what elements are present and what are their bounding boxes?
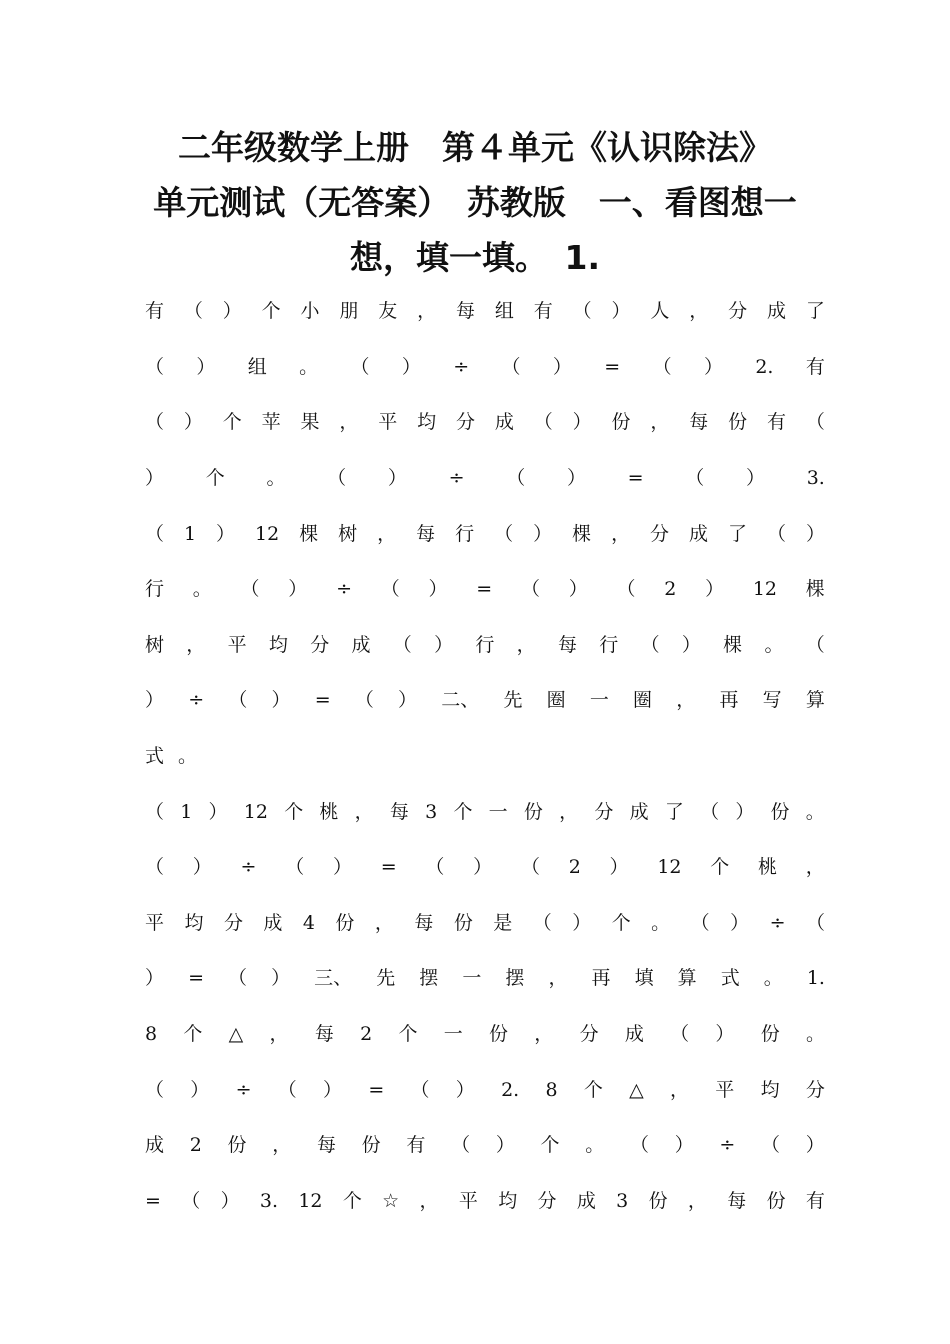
body-line: 式 。 (145, 745, 212, 767)
body-line: 树 ， 平 均 分 成 （ ） 行 ， 每 行 （ ） 棵 。 （ (145, 634, 825, 656)
title-line-2: 单元测试（无答案） 苏教版 一、看图想一 (153, 183, 797, 222)
body-line: 8 个 △ ， 每 2 个 一 份 ， 分 成 （ ） 份 。 (145, 1023, 825, 1045)
title-line-3: 想，填一填。 1. (350, 238, 600, 277)
body-line: 平 均 分 成 4 份 ， 每 份 是 （ ） 个 。 （ ） ÷ （ (145, 912, 825, 934)
body-line: ） 个 。 （ ） ÷ （ ） = （ ） 3. (145, 467, 825, 489)
body-line: = （ ） 3. 12 个 ☆ ， 平 均 分 成 3 份 ， 每 份 有 (145, 1190, 825, 1212)
body-line: 有 （ ） 个 小 朋 友 ， 每 组 有 （ ） 人 ， 分 成 了 (145, 300, 825, 322)
title-line-1: 二年级数学上册 第４单元《认识除法》 (178, 128, 772, 167)
body-line: （ ） 组 。 （ ） ÷ （ ） = （ ） 2. 有 (145, 356, 825, 378)
body-line: ） = （ ） 三、 先 摆 一 摆 ， 再 填 算 式 。 1. (145, 967, 825, 989)
body-line: （ 1 ） 12 个 桃 ， 每 3 个 一 份 ， 分 成 了 （ ） 份 。 (145, 801, 825, 823)
body-line: 成 2 份 ， 每 份 有 （ ） 个 。 （ ） ÷ （ ） (145, 1134, 825, 1156)
body-line: ） ÷ （ ） = （ ） 二、 先 圈 一 圈 ， 再 写 算 (145, 689, 825, 711)
body-line: （ ） 个 苹 果 ， 平 均 分 成 （ ） 份 ， 每 份 有 （ (145, 411, 825, 433)
body-line: （ 1 ） 12 棵 树 ， 每 行 （ ） 棵 ， 分 成 了 （ ） (145, 523, 825, 545)
body-line: （ ） ÷ （ ） = （ ） （ 2 ） 12 个 桃 ， (145, 856, 825, 878)
body-line: （ ） ÷ （ ） = （ ） 2. 8 个 △ ， 平 均 分 (145, 1079, 825, 1101)
body-line: 行 。 （ ） ÷ （ ） = （ ） （ 2 ） 12 棵 (145, 578, 825, 600)
